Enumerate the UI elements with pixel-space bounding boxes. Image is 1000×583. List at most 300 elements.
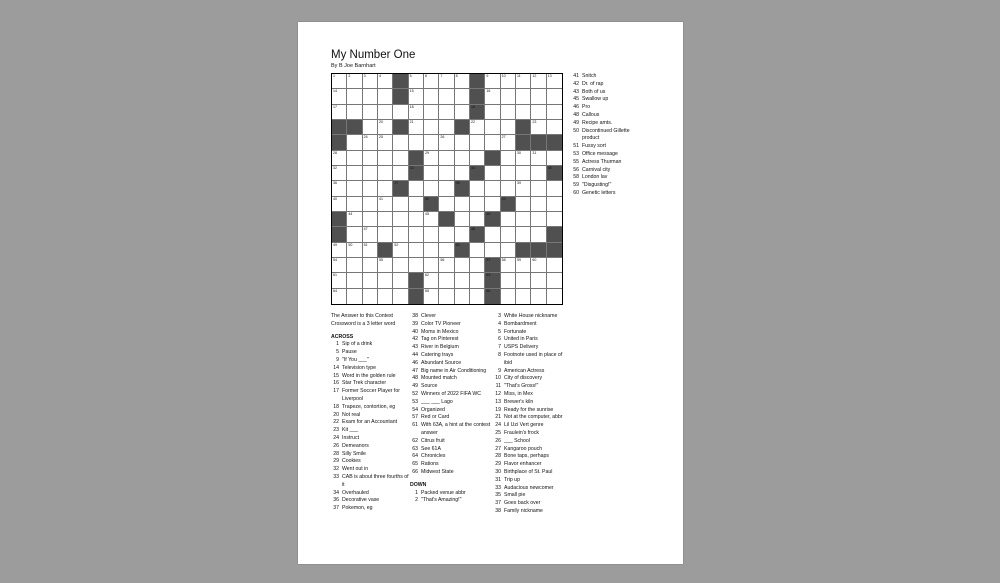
grid-cell[interactable] bbox=[501, 105, 516, 120]
cell-number: 65 bbox=[424, 288, 429, 293]
grid-cell[interactable] bbox=[363, 89, 378, 104]
grid-cell[interactable] bbox=[363, 243, 378, 258]
grid-cell[interactable] bbox=[363, 212, 378, 227]
clue-number: 5 bbox=[336, 349, 339, 356]
grid-cell[interactable] bbox=[439, 89, 454, 104]
clue-item bbox=[410, 469, 492, 477]
cell-number: 6 bbox=[424, 74, 427, 78]
clue-item bbox=[493, 414, 568, 422]
grid-cell[interactable] bbox=[424, 273, 439, 288]
grid-cell[interactable] bbox=[347, 105, 362, 120]
grid-cell[interactable] bbox=[424, 135, 439, 150]
grid-cell[interactable] bbox=[363, 135, 378, 150]
grid-cell[interactable] bbox=[531, 258, 546, 273]
grid-cell[interactable] bbox=[501, 89, 516, 104]
cell-number: 7 bbox=[440, 74, 443, 78]
grid-cell[interactable] bbox=[424, 89, 439, 104]
grid-cell[interactable] bbox=[347, 243, 362, 258]
grid-cell[interactable] bbox=[470, 212, 485, 227]
grid-cell[interactable] bbox=[347, 166, 362, 181]
grid-cell[interactable] bbox=[424, 243, 439, 258]
grid-cell[interactable] bbox=[531, 105, 546, 120]
clue-text: Red or Card bbox=[421, 414, 450, 421]
grid-cell[interactable] bbox=[547, 289, 562, 304]
grid-cell[interactable] bbox=[347, 289, 362, 304]
grid-cell[interactable] bbox=[393, 105, 408, 120]
clue-text: ___ ___ Lago bbox=[421, 398, 453, 405]
clue-number: 24 bbox=[333, 434, 339, 441]
grid-cell[interactable] bbox=[347, 212, 362, 227]
grid-cell[interactable] bbox=[439, 166, 454, 181]
contest-intro: The Answer to this Contest Crossword is a 3 letter word bbox=[331, 313, 396, 327]
clue-item bbox=[331, 380, 411, 388]
grid-cell[interactable] bbox=[516, 227, 531, 242]
grid-cell[interactable] bbox=[332, 105, 347, 120]
grid-cell[interactable] bbox=[470, 151, 485, 166]
grid-cell[interactable] bbox=[531, 181, 546, 196]
grid-cell[interactable] bbox=[547, 258, 562, 273]
clue-number: 37 bbox=[495, 500, 501, 507]
grid-cell[interactable] bbox=[455, 74, 470, 89]
grid-cell[interactable] bbox=[439, 181, 454, 196]
clue-number: 46 bbox=[412, 359, 418, 366]
grid-cell[interactable] bbox=[516, 105, 531, 120]
grid-cell[interactable] bbox=[363, 289, 378, 304]
grid-cell[interactable] bbox=[470, 120, 485, 135]
grid-cell[interactable] bbox=[531, 120, 546, 135]
grid-cell[interactable] bbox=[378, 151, 393, 166]
cell-number: 44 bbox=[348, 211, 353, 216]
grid-cell[interactable] bbox=[485, 89, 500, 104]
grid-cell[interactable] bbox=[363, 74, 378, 89]
grid-cell[interactable] bbox=[332, 197, 347, 212]
grid-cell[interactable] bbox=[347, 151, 362, 166]
grid-cell[interactable] bbox=[531, 273, 546, 288]
clue-item bbox=[331, 427, 411, 435]
grid-cell[interactable] bbox=[470, 258, 485, 273]
cell-number: 9 bbox=[486, 74, 489, 78]
grid-cell[interactable] bbox=[363, 105, 378, 120]
grid-cell[interactable] bbox=[332, 166, 347, 181]
grid-cell[interactable] bbox=[393, 258, 408, 273]
cell-number: 10 bbox=[501, 74, 506, 78]
grid-cell[interactable] bbox=[439, 289, 454, 304]
grid-cell[interactable] bbox=[409, 197, 424, 212]
clue-text: Snitch bbox=[582, 73, 597, 79]
clue-column-1 bbox=[331, 313, 411, 513]
clue-number: 6 bbox=[498, 336, 501, 343]
clue-number: 52 bbox=[412, 390, 418, 397]
grid-cell[interactable] bbox=[424, 289, 439, 304]
clue-number: 29 bbox=[495, 461, 501, 468]
clue-item bbox=[571, 81, 646, 89]
clue-number: 25 bbox=[495, 429, 501, 436]
clue-text: Carnival city bbox=[582, 166, 611, 173]
grid-cell[interactable] bbox=[501, 289, 516, 304]
grid-cell[interactable] bbox=[424, 212, 439, 227]
grid-block-cell bbox=[393, 74, 408, 89]
grid-cell[interactable] bbox=[332, 151, 347, 166]
clue-number: 24 bbox=[495, 422, 501, 429]
grid-cell[interactable] bbox=[409, 243, 424, 258]
grid-cell[interactable] bbox=[409, 212, 424, 227]
cell-number: 27 bbox=[501, 135, 506, 140]
grid-cell[interactable] bbox=[501, 258, 516, 273]
clue-item bbox=[571, 89, 646, 97]
grid-cell[interactable] bbox=[455, 135, 470, 150]
grid-cell[interactable] bbox=[485, 105, 500, 120]
clue-item bbox=[331, 490, 411, 498]
grid-cell[interactable] bbox=[347, 258, 362, 273]
clue-item bbox=[331, 419, 411, 427]
clue-text: USPS Delivery bbox=[504, 344, 539, 351]
grid-cell[interactable] bbox=[439, 273, 454, 288]
grid-cell[interactable] bbox=[455, 197, 470, 212]
across-header: ACROSS bbox=[331, 333, 354, 340]
grid-cell[interactable] bbox=[409, 120, 424, 135]
grid-cell[interactable] bbox=[455, 212, 470, 227]
grid-cell[interactable] bbox=[516, 289, 531, 304]
cell-number: 21 bbox=[409, 119, 414, 124]
grid-cell[interactable] bbox=[363, 120, 378, 135]
grid-cell[interactable] bbox=[378, 227, 393, 242]
grid-cell[interactable] bbox=[409, 181, 424, 196]
grid-cell[interactable] bbox=[378, 105, 393, 120]
grid-cell[interactable] bbox=[332, 273, 347, 288]
clue-item bbox=[493, 407, 568, 415]
grid-cell[interactable] bbox=[363, 181, 378, 196]
grid-cell[interactable] bbox=[485, 197, 500, 212]
grid-cell[interactable] bbox=[393, 212, 408, 227]
grid-cell[interactable] bbox=[332, 74, 347, 89]
grid-cell[interactable] bbox=[393, 243, 408, 258]
cell-number: 58 bbox=[501, 257, 506, 262]
grid-cell[interactable] bbox=[363, 273, 378, 288]
grid-cell[interactable] bbox=[439, 74, 454, 89]
grid-cell[interactable] bbox=[332, 181, 347, 196]
grid-cell[interactable] bbox=[424, 166, 439, 181]
clue-text: Ready for the sunrise bbox=[504, 406, 554, 413]
grid-cell[interactable] bbox=[378, 120, 393, 135]
grid-cell[interactable] bbox=[455, 89, 470, 104]
cell-number: 4 bbox=[378, 74, 381, 78]
grid-cell[interactable] bbox=[516, 181, 531, 196]
clue-number: 4 bbox=[498, 320, 501, 327]
clue-text: Citrus fruit bbox=[421, 437, 445, 444]
clue-text: River in Belgium bbox=[421, 344, 459, 351]
cell-number: 48 bbox=[470, 227, 475, 232]
grid-block-cell bbox=[470, 166, 485, 181]
grid-cell[interactable] bbox=[378, 166, 393, 181]
cell-number: 45 bbox=[424, 211, 429, 216]
grid-cell[interactable] bbox=[424, 151, 439, 166]
grid-cell[interactable] bbox=[332, 289, 347, 304]
puzzle-byline: By B Joe Barnhart bbox=[331, 63, 376, 69]
clue-number: 5 bbox=[498, 328, 501, 335]
clue-text: Small pie bbox=[504, 492, 526, 499]
grid-cell[interactable] bbox=[409, 74, 424, 89]
grid-cell[interactable] bbox=[439, 120, 454, 135]
grid-cell[interactable] bbox=[455, 273, 470, 288]
grid-cell[interactable] bbox=[547, 212, 562, 227]
grid-cell[interactable] bbox=[347, 74, 362, 89]
grid-cell[interactable] bbox=[424, 120, 439, 135]
grid-cell[interactable] bbox=[393, 227, 408, 242]
grid-cell[interactable] bbox=[501, 227, 516, 242]
grid-cell[interactable] bbox=[378, 135, 393, 150]
cell-number: 29 bbox=[424, 150, 429, 155]
clue-item bbox=[410, 461, 492, 469]
clue-number: 49 bbox=[412, 383, 418, 390]
clue-number: 32 bbox=[333, 466, 339, 473]
clue-text: Demeanors bbox=[342, 442, 369, 449]
grid-cell[interactable] bbox=[455, 151, 470, 166]
grid-cell[interactable] bbox=[424, 227, 439, 242]
grid-cell[interactable] bbox=[531, 212, 546, 227]
grid-cell[interactable] bbox=[439, 227, 454, 242]
grid-cell[interactable] bbox=[547, 151, 562, 166]
grid-cell[interactable] bbox=[501, 166, 516, 181]
clue-number: 59 bbox=[573, 182, 579, 189]
grid-cell[interactable] bbox=[531, 74, 546, 89]
grid-cell[interactable] bbox=[485, 243, 500, 258]
grid-cell[interactable] bbox=[363, 151, 378, 166]
clue-text: Pause bbox=[342, 349, 357, 356]
grid-cell[interactable] bbox=[455, 258, 470, 273]
grid-cell[interactable] bbox=[470, 289, 485, 304]
cell-number: 42 bbox=[424, 196, 429, 201]
grid-block-cell bbox=[332, 212, 347, 227]
clue-item bbox=[493, 500, 568, 508]
clue-item bbox=[410, 383, 492, 391]
grid-cell[interactable] bbox=[409, 135, 424, 150]
grid-cell[interactable] bbox=[347, 273, 362, 288]
clue-number: 14 bbox=[333, 364, 339, 371]
grid-cell[interactable] bbox=[501, 135, 516, 150]
clue-number: 31 bbox=[495, 476, 501, 483]
clue-item bbox=[493, 485, 568, 493]
grid-cell[interactable] bbox=[470, 181, 485, 196]
clue-text: Clever bbox=[421, 313, 436, 319]
grid-cell[interactable] bbox=[547, 181, 562, 196]
grid-cell[interactable] bbox=[363, 197, 378, 212]
grid-cell[interactable] bbox=[516, 212, 531, 227]
grid-cell[interactable] bbox=[393, 273, 408, 288]
clue-number: 62 bbox=[412, 437, 418, 444]
clue-text: Fraulein's frock bbox=[504, 429, 540, 436]
grid-cell[interactable] bbox=[531, 197, 546, 212]
down-clue-list bbox=[410, 490, 492, 506]
clue-item bbox=[493, 368, 568, 376]
clue-item bbox=[331, 404, 411, 412]
grid-cell[interactable] bbox=[439, 105, 454, 120]
grid-cell[interactable] bbox=[485, 227, 500, 242]
grid-cell[interactable] bbox=[332, 258, 347, 273]
grid-cell[interactable] bbox=[409, 89, 424, 104]
grid-cell[interactable] bbox=[347, 197, 362, 212]
grid-cell[interactable] bbox=[516, 258, 531, 273]
clue-text: Star Trek character bbox=[342, 380, 387, 387]
clue-item bbox=[571, 128, 646, 144]
grid-cell[interactable] bbox=[332, 243, 347, 258]
grid-cell[interactable] bbox=[424, 74, 439, 89]
clue-number: 19 bbox=[495, 406, 501, 413]
clue-number: 41 bbox=[573, 73, 579, 79]
clue-number: 44 bbox=[412, 351, 418, 358]
grid-cell[interactable] bbox=[501, 212, 516, 227]
grid-block-cell bbox=[332, 135, 347, 150]
clue-item bbox=[571, 112, 646, 120]
grid-cell[interactable] bbox=[378, 258, 393, 273]
grid-cell[interactable] bbox=[516, 197, 531, 212]
grid-block-cell bbox=[378, 243, 393, 258]
cell-number: 47 bbox=[363, 227, 368, 232]
clue-item bbox=[493, 336, 568, 344]
grid-cell[interactable] bbox=[516, 74, 531, 89]
grid-cell[interactable] bbox=[501, 243, 516, 258]
grid-cell[interactable] bbox=[424, 105, 439, 120]
cell-number: 52 bbox=[394, 242, 399, 247]
grid-cell[interactable] bbox=[485, 74, 500, 89]
grid-cell[interactable] bbox=[516, 273, 531, 288]
cell-number: 33 bbox=[409, 165, 414, 170]
grid-cell[interactable] bbox=[439, 243, 454, 258]
grid-cell[interactable] bbox=[393, 289, 408, 304]
grid-cell[interactable] bbox=[424, 258, 439, 273]
grid-cell[interactable] bbox=[424, 181, 439, 196]
grid-cell[interactable] bbox=[363, 227, 378, 242]
grid-cell[interactable] bbox=[531, 89, 546, 104]
grid-cell[interactable] bbox=[501, 151, 516, 166]
grid-cell[interactable] bbox=[470, 243, 485, 258]
clue-text: Not at the computer, abbr bbox=[504, 414, 563, 421]
clue-item bbox=[331, 349, 411, 357]
grid-cell[interactable] bbox=[516, 89, 531, 104]
grid-cell[interactable] bbox=[363, 166, 378, 181]
across-clue-list-continued bbox=[410, 313, 492, 477]
clue-text: See 61A bbox=[421, 445, 441, 452]
grid-cell[interactable] bbox=[516, 166, 531, 181]
cell-number: 13 bbox=[547, 74, 552, 78]
grid-cell[interactable] bbox=[439, 197, 454, 212]
grid-cell[interactable] bbox=[378, 74, 393, 89]
clue-text: Winners of 2022 FIFA WC bbox=[421, 390, 481, 397]
grid-cell[interactable] bbox=[409, 258, 424, 273]
clue-item bbox=[410, 375, 492, 383]
grid-cell[interactable] bbox=[378, 197, 393, 212]
cell-number: 46 bbox=[486, 211, 491, 216]
clue-item bbox=[571, 167, 646, 175]
grid-cell[interactable] bbox=[547, 105, 562, 120]
grid-cell[interactable] bbox=[547, 197, 562, 212]
clue-item bbox=[493, 422, 568, 430]
grid-cell[interactable] bbox=[547, 89, 562, 104]
grid-cell[interactable] bbox=[378, 289, 393, 304]
grid-cell[interactable] bbox=[347, 135, 362, 150]
grid-block-cell bbox=[439, 212, 454, 227]
grid-cell[interactable] bbox=[531, 227, 546, 242]
cell-number: 57 bbox=[486, 257, 491, 262]
grid-cell[interactable] bbox=[485, 135, 500, 150]
cell-number: 35 bbox=[547, 165, 552, 170]
grid-cell[interactable] bbox=[547, 273, 562, 288]
grid-cell[interactable] bbox=[485, 120, 500, 135]
grid-cell[interactable] bbox=[470, 197, 485, 212]
grid-cell[interactable] bbox=[378, 273, 393, 288]
clue-number: 30 bbox=[495, 468, 501, 475]
grid-cell[interactable] bbox=[531, 166, 546, 181]
clue-number: 53 bbox=[412, 398, 418, 405]
grid-cell[interactable] bbox=[501, 181, 516, 196]
grid-cell[interactable] bbox=[378, 181, 393, 196]
grid-cell[interactable] bbox=[409, 105, 424, 120]
grid-cell[interactable] bbox=[455, 105, 470, 120]
grid-cell[interactable] bbox=[347, 89, 362, 104]
clue-number: 40 bbox=[412, 328, 418, 335]
grid-cell[interactable] bbox=[393, 151, 408, 166]
grid-cell[interactable] bbox=[470, 273, 485, 288]
grid-cell[interactable] bbox=[501, 273, 516, 288]
clue-text: Television type bbox=[342, 364, 377, 371]
grid-cell[interactable] bbox=[409, 227, 424, 242]
grid-cell[interactable] bbox=[531, 289, 546, 304]
grid-cell[interactable] bbox=[363, 258, 378, 273]
grid-cell[interactable] bbox=[378, 89, 393, 104]
grid-cell[interactable] bbox=[439, 151, 454, 166]
clue-number: 33 bbox=[495, 484, 501, 491]
grid-cell[interactable] bbox=[378, 212, 393, 227]
grid-cell[interactable] bbox=[485, 166, 500, 181]
clue-item bbox=[571, 120, 646, 128]
clue-text: Dr. of rap bbox=[582, 80, 604, 87]
clue-item bbox=[493, 399, 568, 407]
grid-cell[interactable] bbox=[455, 166, 470, 181]
clue-text: Pro bbox=[582, 104, 591, 111]
clue-item bbox=[331, 505, 411, 513]
clue-item bbox=[331, 451, 411, 459]
grid-block-cell bbox=[393, 89, 408, 104]
grid-cell[interactable] bbox=[485, 181, 500, 196]
clue-text: Went out in bbox=[342, 466, 369, 473]
clue-number: 46 bbox=[573, 104, 579, 111]
grid-cell[interactable] bbox=[393, 166, 408, 181]
grid-cell[interactable] bbox=[439, 258, 454, 273]
grid-cell[interactable] bbox=[347, 181, 362, 196]
cell-number: 53 bbox=[455, 242, 460, 247]
clue-number: 36 bbox=[333, 497, 339, 504]
clue-item bbox=[410, 352, 492, 360]
grid-cell[interactable] bbox=[470, 135, 485, 150]
clue-number: 3 bbox=[498, 313, 501, 319]
cell-number: 15 bbox=[409, 89, 414, 94]
grid-cell[interactable] bbox=[501, 120, 516, 135]
grid-cell[interactable] bbox=[332, 89, 347, 104]
grid-cell[interactable] bbox=[393, 135, 408, 150]
grid-cell[interactable] bbox=[439, 135, 454, 150]
grid-cell[interactable] bbox=[455, 227, 470, 242]
grid-block-cell bbox=[332, 120, 347, 135]
grid-cell[interactable] bbox=[501, 74, 516, 89]
clue-text: Big name in Air Conditioning bbox=[421, 367, 487, 374]
grid-cell[interactable] bbox=[547, 120, 562, 135]
grid-cell[interactable] bbox=[516, 151, 531, 166]
grid-cell[interactable] bbox=[347, 227, 362, 242]
grid-cell[interactable] bbox=[547, 74, 562, 89]
cell-number: 16 bbox=[486, 89, 491, 94]
grid-cell[interactable] bbox=[455, 289, 470, 304]
grid-cell[interactable] bbox=[531, 151, 546, 166]
grid-cell[interactable] bbox=[393, 197, 408, 212]
